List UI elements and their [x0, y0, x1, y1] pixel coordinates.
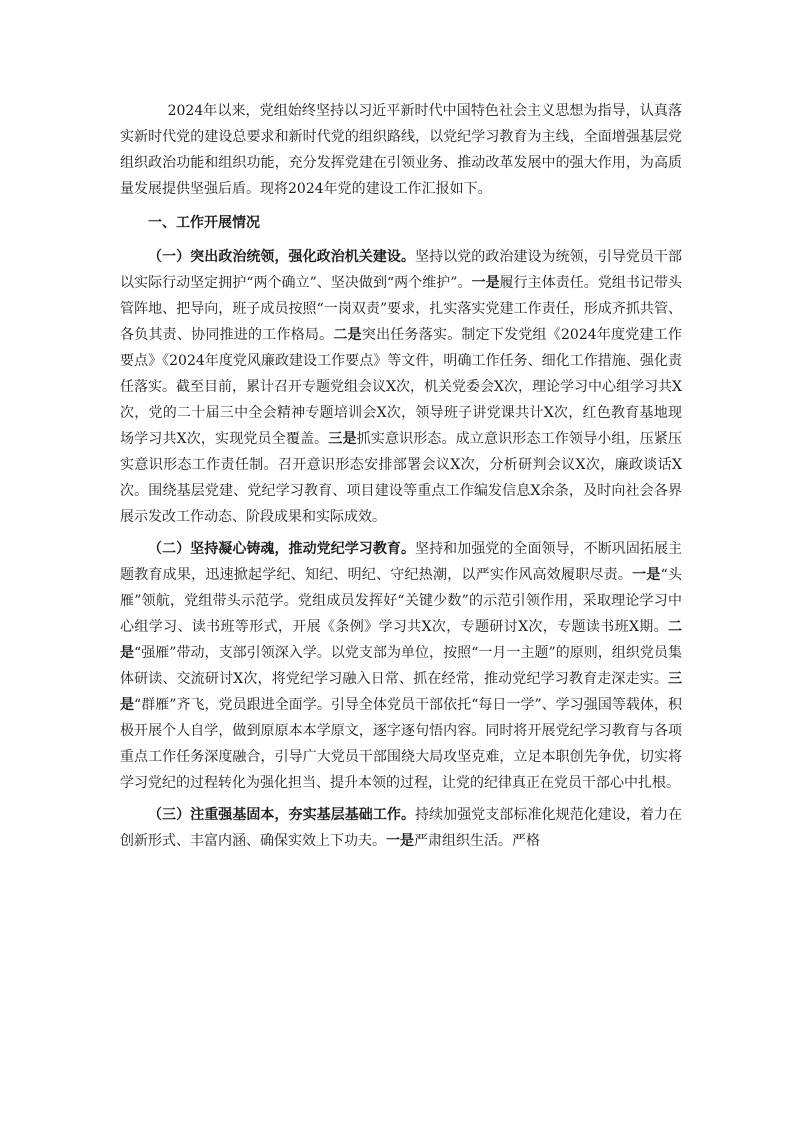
point-marker: 一是 [386, 833, 414, 849]
paragraph-text: “群雁”齐飞，党员跟进全面学。引导全体党员干部依托“每日一学”、学习强国等载体，积极开展个人自学，做到原原本本学原文，逐字逐句悟内容。同时将开展党纪学习教育与各项重点工作任务深度融合，引导广大党员干部围绕大局攻坚克难，立足本职创先争优，切实将学习党纪的过程转化为强化担当、提升本领的过程，让党的纪律真正在党员干部心中扎根。 [120, 697, 682, 791]
paragraph-text: “强雁”带动，支部引领深入学。以党支部为单位，按照“一月一主题”的原则，组织党员集体研读、交流研讨X次，将党纪学习融入日常、抓在经常，推动党纪学习教育走深走实。 [120, 645, 682, 687]
point-marker: 三是 [328, 431, 357, 447]
paragraph-title: （二）坚持凝心铸魂，推动党纪学习教育。 [148, 541, 416, 557]
paragraph-text: 严肃组织生活。严格 [414, 833, 540, 849]
intro-paragraph: 2024年以来，党组始终坚持以习近平新时代中国特色社会主义思想为指导，认真落实新时代党的建设总要求和新时代党的组织路线，以党纪学习教育为主线，全面增强基层党组织政治功能和组织功能，充分发挥党建在引领业务、推动改革发展中的强大作用，为高质量发展提供坚强后盾。现将2024年党的建设工作汇报如下。 [120, 103, 682, 197]
point-marker: 二是 [120, 619, 682, 661]
paragraph-text: 抓实意识形态。成立意识形态工作领导小组，压紧压实意识形态工作责任制。召开意识形态安排部署会议X次，分析研判会议X次，廉政谈话X次。围绕基层党建、党纪学习教育、项目建设等重点工作编发信息X余条，及时向社会各界展示发改工作动态、阶段成果和实际成效。 [120, 431, 683, 525]
paragraph-political-leadership [120, 244, 682, 530]
point-marker: 二是 [333, 327, 362, 343]
paragraph-grassroots-foundation [120, 802, 682, 854]
section-heading-work-progress: 一、工作开展情况 [148, 215, 260, 231]
paragraph-discipline-education [120, 536, 682, 796]
point-marker: 一是 [471, 275, 500, 291]
paragraph-text: 坚持以党的政治建设为统领，引导党员干部以实际行动坚定拥护“两个确立”、坚决做到“两个维护”。 [120, 249, 683, 291]
paragraph-text: “头雁”领航，党组带头示范学。党组成员发挥好“关键少数”的示范引领作用，采取理论学习中心组学习、读书班等形式，开展《条例》学习共X次，专题研讨X次，专题读书班X期。 [120, 567, 682, 635]
paragraph-title: （一）突出政治统领，强化政治机关建设。 [148, 249, 416, 265]
point-marker: 三是 [120, 671, 682, 713]
paragraph-text: 坚持和加强党的全面领导，不断巩固拓展主题教育成果，迅速掀起学纪、知纪、明纪、守纪热潮，以严实作风高效履职尽责。 [120, 541, 683, 583]
document-page [120, 98, 682, 860]
paragraph-text: 持续加强党支部标准化规范化建设，着力在创新形式、丰富内涵、确保实效上下功夫。 [120, 807, 683, 849]
point-marker: 一是 [632, 567, 661, 583]
paragraph-text: 履行主体责任。党组书记带头管阵地、把导向，班子成员按照“一岗双责”要求，扎实落实党建工作责任，形成齐抓共管、各负其责、协同推进的工作格局。 [120, 275, 683, 343]
paragraph-text: 突出任务落实。制定下发党组《2024年度党建工作要点》《2024年度党风廉政建设工作要点》等文件，明确工作任务、细化工作措施、强化责任落实。截至目前，累计召开专题党组会议X次，机关党委会X次，理论学习中心组学习共X次，党的二十届三中全会精神专题培训会X次，领导班子讲党课共计X次，红色教育基地现场学习共X次，实现党员全覆盖。 [120, 327, 682, 447]
paragraph-title: （三）注重强基固本，夯实基层基础工作。 [148, 807, 416, 823]
